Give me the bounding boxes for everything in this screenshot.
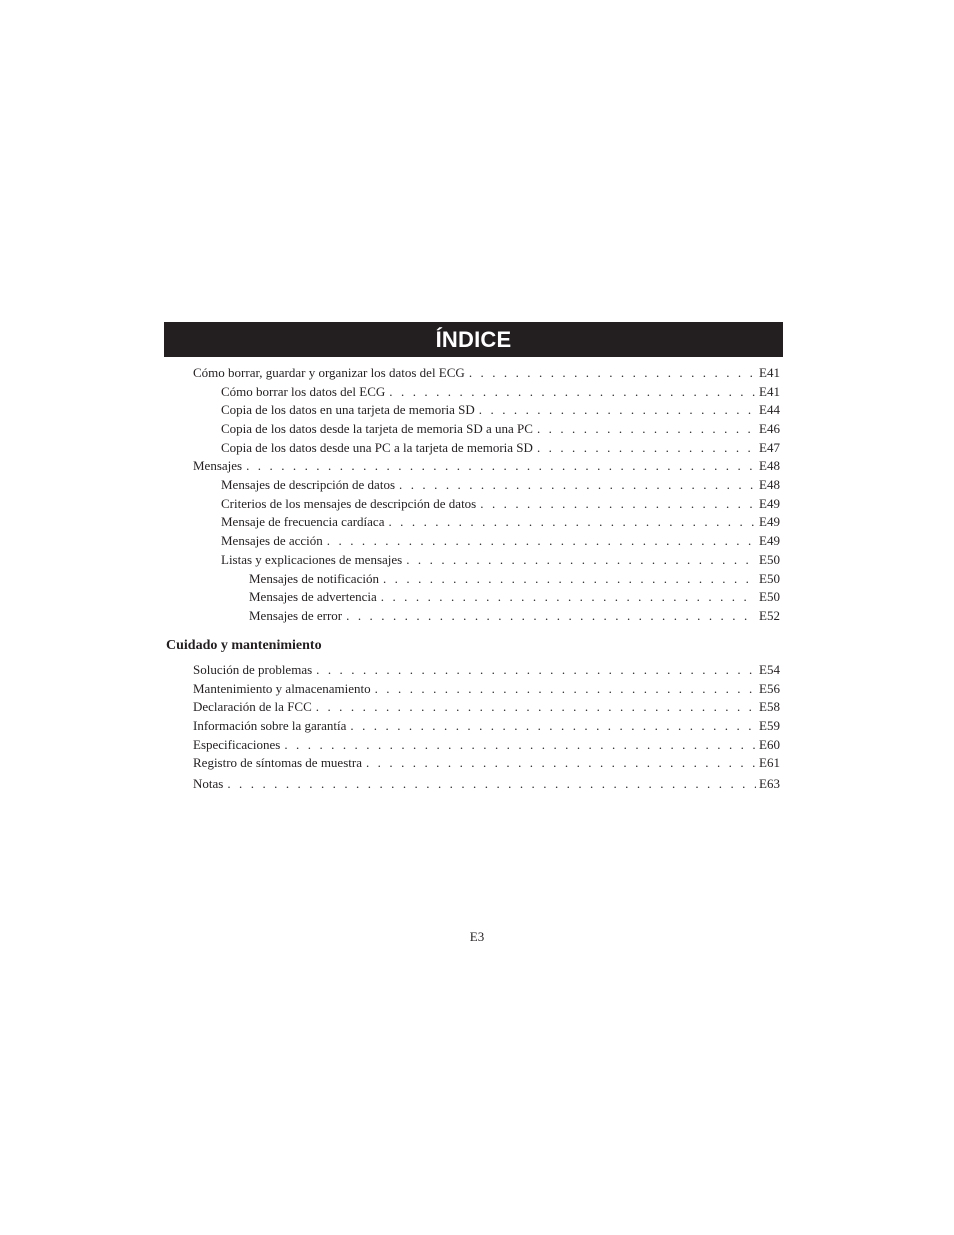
toc-entry[interactable] xyxy=(193,775,780,793)
dot-leader xyxy=(479,401,756,419)
toc-entry[interactable] xyxy=(193,754,780,772)
dot-leader xyxy=(480,495,756,513)
toc-entry[interactable] xyxy=(193,364,780,382)
toc-title-bar xyxy=(164,322,783,357)
toc-entry-label: Mantenimiento y almacenamiento xyxy=(193,681,371,696)
toc-entry-label: Mensajes de acción xyxy=(221,533,323,548)
toc-entry-page: E47 xyxy=(759,440,780,455)
dot-leader xyxy=(227,775,756,793)
dot-leader xyxy=(366,754,756,772)
toc-entry-label: Mensajes de notificación xyxy=(249,571,379,586)
toc-entry-page: E44 xyxy=(759,402,780,417)
dot-leader xyxy=(375,680,756,698)
dot-leader xyxy=(346,607,756,625)
toc-entry-page: E49 xyxy=(759,496,780,511)
toc-entry-page: E48 xyxy=(759,458,780,473)
toc-entry-page: E46 xyxy=(759,421,780,436)
toc-entry-label: Mensajes de error xyxy=(249,608,343,623)
toc-entry[interactable] xyxy=(221,513,780,531)
dot-leader xyxy=(389,383,756,401)
toc-entry-label: Declaración de la FCC xyxy=(193,699,312,714)
toc-entry-label: Cómo borrar los datos del ECG xyxy=(221,384,386,399)
toc-entry-page: E63 xyxy=(759,776,780,791)
page-number: E3 xyxy=(469,929,485,944)
dot-leader xyxy=(383,570,756,588)
toc-entry[interactable] xyxy=(193,698,780,716)
toc-entry[interactable] xyxy=(221,476,780,494)
toc-entry-label: Notas xyxy=(193,776,224,791)
toc-entry[interactable] xyxy=(221,420,780,438)
toc-entry-page: E50 xyxy=(759,552,780,567)
toc-entry[interactable] xyxy=(249,607,780,625)
dot-leader xyxy=(537,439,756,457)
toc-entry[interactable] xyxy=(193,457,780,475)
toc-entry[interactable] xyxy=(221,383,780,401)
toc-entry-label: Mensajes xyxy=(193,458,243,473)
toc-entry-label: Copia de los datos desde la tarjeta de memoria SD a una PC xyxy=(221,421,533,436)
toc-entry-page: E48 xyxy=(759,477,780,492)
toc-entry-page: E49 xyxy=(759,514,780,529)
toc-entry-page: E41 xyxy=(759,365,780,380)
toc-entry[interactable] xyxy=(193,680,780,698)
toc-entry-page: E50 xyxy=(759,589,780,604)
toc-entry[interactable] xyxy=(221,551,780,569)
dot-leader xyxy=(469,364,756,382)
dot-leader xyxy=(406,551,756,569)
toc-entry-page: E61 xyxy=(759,755,780,770)
toc-entry-label: Cómo borrar, guardar y organizar los datos del ECG xyxy=(193,365,465,380)
toc-entry[interactable] xyxy=(221,401,780,419)
toc-entry-page: E41 xyxy=(759,384,780,399)
toc-entry-label: Registro de síntomas de muestra xyxy=(193,755,362,770)
toc-entry-label: Solución de problemas xyxy=(193,662,313,677)
toc-entry-label: Información sobre la garantía xyxy=(193,718,347,733)
toc-entry[interactable] xyxy=(221,495,780,513)
dot-leader xyxy=(316,698,756,716)
toc-entry-label: Mensajes de advertencia xyxy=(249,589,377,604)
toc-entry-label: Listas y explicaciones de mensajes xyxy=(221,552,403,567)
toc-entry-page: E49 xyxy=(759,533,780,548)
toc-entry[interactable] xyxy=(221,532,780,550)
toc-entry-label: Copia de los datos desde una PC a la tarjeta de memoria SD xyxy=(221,440,533,455)
toc-entry-page: E56 xyxy=(759,681,780,696)
toc-entry-label: Especificaciones xyxy=(193,737,281,752)
dot-leader xyxy=(381,588,756,606)
toc-entry-page: E59 xyxy=(759,718,780,733)
toc-entry-page: E58 xyxy=(759,699,780,714)
toc-entry-label: Criterios de los mensajes de descripción de datos xyxy=(221,496,477,511)
toc-entry[interactable] xyxy=(193,661,780,679)
toc-entry[interactable] xyxy=(193,736,780,754)
toc-entry[interactable] xyxy=(249,588,780,606)
dot-leader xyxy=(537,420,756,438)
dot-leader xyxy=(399,476,756,494)
toc-entry-label: Copia de los datos en una tarjeta de memoria SD xyxy=(221,402,475,417)
dot-leader xyxy=(327,532,756,550)
toc-entry[interactable] xyxy=(249,570,780,588)
toc-entry-label: Mensaje de frecuencia cardíaca xyxy=(221,514,385,529)
dot-leader xyxy=(388,513,756,531)
dot-leader xyxy=(350,717,756,735)
dot-leader xyxy=(284,736,756,754)
toc-entry[interactable] xyxy=(193,717,780,735)
dot-leader xyxy=(316,661,756,679)
toc-entry-page: E50 xyxy=(759,571,780,586)
toc-entry-page: E60 xyxy=(759,737,780,752)
toc-entry-page: E54 xyxy=(759,662,780,677)
page-title: ÍNDICE xyxy=(435,326,512,352)
toc-entry-page: E52 xyxy=(759,608,780,623)
section-heading: Cuidado y mantenimiento xyxy=(166,638,322,653)
toc-entry[interactable] xyxy=(221,439,780,457)
dot-leader xyxy=(246,457,756,475)
toc-entry-label: Mensajes de descripción de datos xyxy=(221,477,396,492)
